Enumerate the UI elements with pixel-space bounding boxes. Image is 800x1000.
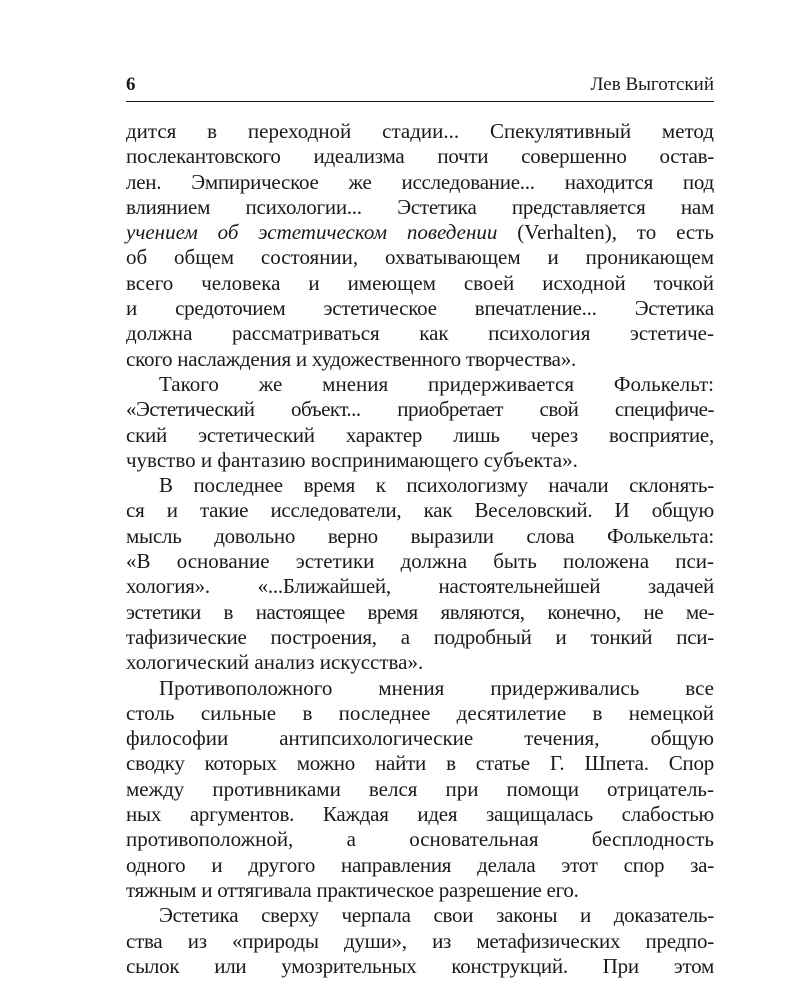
text-line: должна рассматриваться как психология эстетиче- [126, 321, 714, 346]
text-line: и средоточием эстетическое впечатление... Эстетика [126, 296, 714, 321]
text-line: столь сильные в последнее десятилетие в немецкой [126, 700, 714, 725]
header-rule [126, 101, 714, 102]
text-line: эстетики в настоящее время являются, конечно, не ме- [126, 599, 714, 624]
text-line: мысль довольно верно выразили слова Фолькельта: [126, 523, 714, 548]
text-line: лен. Эмпирическое же исследование... находится под [126, 169, 714, 194]
text-line: одного и другого направления делала этот спор за- [126, 852, 714, 877]
text-line: «В основание эстетики должна быть положена пси- [126, 549, 714, 574]
text-line: ных аргументов. Каждая идея защищалась слабостью [126, 802, 714, 827]
text-line: влиянием психологии... Эстетика представляется нам [126, 194, 714, 219]
text-line: дится в переходной стадии... Спекулятивный метод [126, 119, 714, 143]
paragraph-first-line: Эстетика сверху черпала свои законы и доказатель- [159, 903, 714, 928]
text-line: послекантовского идеализма почти совершенно остав- [126, 144, 714, 169]
text-line [126, 220, 714, 245]
paragraph-first-line: Такого же мнения придерживается Фолькельт: [159, 371, 714, 396]
text-line: ся и такие исследователи, как Веселовский. И общую [126, 498, 714, 523]
text-line: философии антипсихологические течения, общую [126, 726, 714, 751]
body-text [126, 119, 714, 979]
text-line: тяжным и оттягивала практическое разрешение его. [126, 877, 579, 902]
page-number: 6 [126, 74, 136, 95]
text-line: хология». «...Ближайшей, настоятельнейшей задачей [126, 574, 714, 599]
paragraph-first-line: Противоположного мнения придерживались все [159, 675, 714, 700]
text-line: чувство и фантазию воспринимающего субъекта». [126, 447, 578, 472]
page-header [126, 72, 714, 98]
text-line: тафизические построения, а подробный и тонкий пси- [126, 624, 714, 649]
text-line: всего человека и имеющем своей исходной точкой [126, 270, 714, 295]
text-line: ства из «природы души», из метафизических предпо- [126, 928, 714, 953]
text-line: сылок или умозрительных конструкций. При этом [126, 953, 714, 978]
book-page [126, 72, 714, 978]
italic-phrase: учением об эстетическом поведении [126, 220, 498, 245]
text-line: между противниками велся при помощи отрицатель- [126, 776, 714, 801]
paragraph-first-line: В последнее время к психологизму начали склонять- [159, 473, 714, 498]
text-line: сводку которых можно найти в статье Г. Шпета. Спор [126, 751, 714, 776]
running-head-author: Лев Выготский [590, 74, 714, 95]
text-line: ского наслаждения и художественного творчества». [126, 346, 576, 371]
text-line: об общем состоянии, охватывающем и проникающем [126, 245, 714, 270]
text-line: ский эстетический характер лишь через восприятие, [126, 422, 714, 447]
text-line-rest: (Verhalten), то есть [497, 220, 714, 245]
text-line: «Эстетический объект... приобретает свой специфиче- [126, 397, 714, 422]
text-line: хологический анализ искусства». [126, 650, 424, 675]
text-line: противоположной, а основательная бесплодность [126, 827, 714, 852]
